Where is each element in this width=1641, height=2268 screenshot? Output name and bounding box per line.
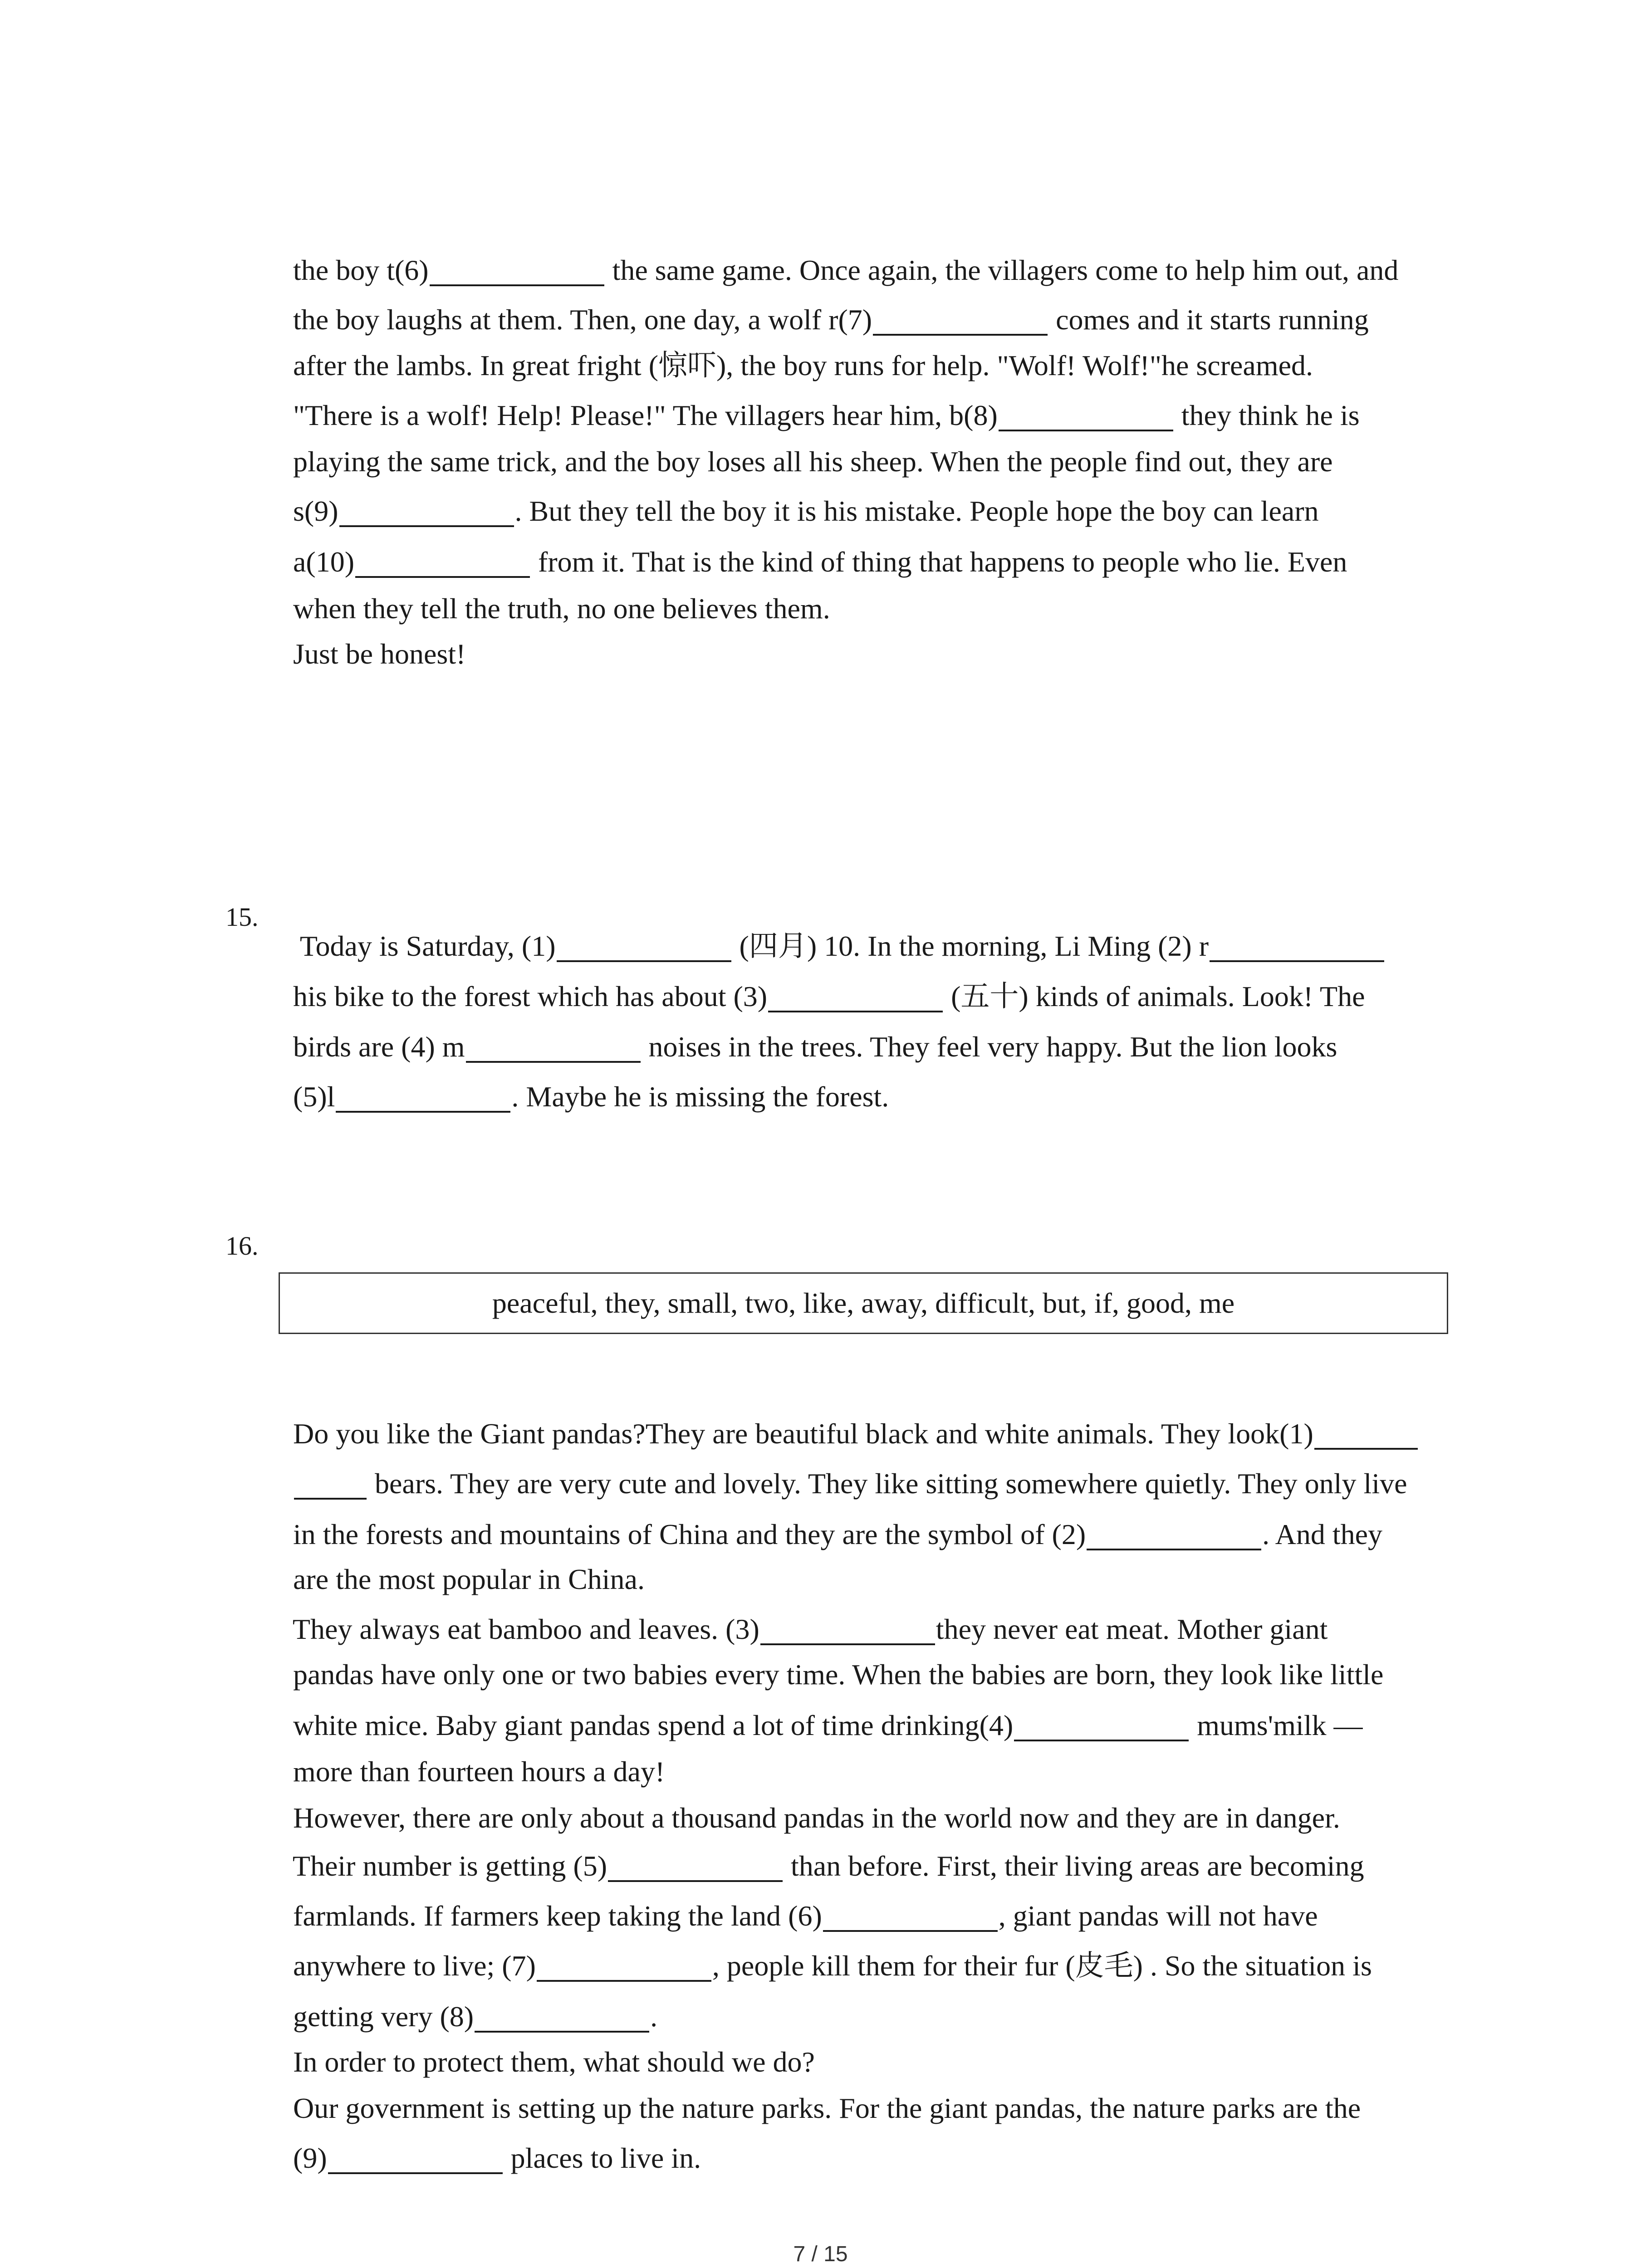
q16-line: are the most popular in China. (293, 1563, 645, 1595)
q16-line: However, there are only about a thousand pandas in the world now and they are in danger. (293, 1802, 1340, 1834)
q16-line: Do you like the Giant pandas?They are beautiful black and white animals. They look(1) (279, 1390, 1419, 1450)
word-bank-text: peaceful, they, small, two, like, away, difficult, but, if, good, me (492, 1287, 1235, 1319)
page-number: 7 / 15 (793, 2242, 848, 2266)
passage-line: "There is a wolf! Help! Please!" The villagers hear him, b(8) they think he is (293, 399, 1360, 431)
word-bank-box (279, 1272, 1448, 1334)
passage-line: Just be honest! (293, 638, 466, 670)
q16-line: farmlands. If farmers keep taking the land (6) , giant pandas will not have (293, 1900, 1318, 1932)
q16-line: anywhere to live; (7) , people kill them for their fur (皮毛) . So the situation is (293, 1950, 1372, 1982)
passage-line: when they tell the truth, no one believes them. (293, 592, 830, 625)
q16-line: Their number is getting (5) than before. First, their living areas are becoming (292, 1850, 1364, 1882)
question-number: 16. (225, 1231, 259, 1261)
q16-line: In order to protect them, what should we do? (293, 2046, 815, 2078)
answer-blank[interactable] (1014, 1740, 1189, 1741)
q16-line: more than fourteen hours a day! (293, 1755, 665, 1788)
q16-line: They always eat bamboo and leaves. (3) they never eat meat. Mother giant (292, 1613, 1328, 1645)
q15-line: (5)l . Maybe he is missing the forest. (293, 1080, 889, 1113)
q16-line: white mice. Baby giant pandas spend a lot of time drinking(4) mums'milk — (293, 1709, 1363, 1741)
passage-line: the boy t(6) the same game. Once again, the villagers come to help him out, and (293, 254, 1399, 286)
answer-blank[interactable] (336, 1111, 510, 1113)
q16-line: getting very (8) . (293, 2000, 658, 2033)
answer-blank[interactable] (1087, 1549, 1261, 1550)
passage-line: after the lambs. In great fright (惊吓), the boy runs for help. "Wolf! Wolf!"he screamed. (293, 349, 1313, 381)
q15-line: birds are (4) m noises in the trees. They feel very happy. But the lion looks (293, 1031, 1337, 1063)
q16-line: Our government is setting up the nature parks. For the giant pandas, the nature parks are the (293, 2092, 1361, 2124)
passage-line: the boy laughs at them. Then, one day, a wolf r(7) comes and it starts running (293, 303, 1369, 336)
question-number: 15. (225, 902, 259, 932)
q16-line: pandas have only one or two babies every time. When the babies are born, they look like little (293, 1658, 1384, 1691)
passage-line: playing the same trick, and the boy loses all his sheep. When the people find out, they are (293, 445, 1333, 478)
q15-line: Today is Saturday, (1) (四月) 10. In the morning, Li Ming (2) r (279, 903, 1385, 962)
passage-line: s(9) . But they tell the boy it is his mistake. People hope the boy can learn (293, 495, 1319, 527)
q15-line: his bike to the forest which has about (3) (五十) kinds of animals. Look! The (293, 980, 1365, 1012)
q16-line: in the forests and mountains of China and they are the symbol of (2) . And they (293, 1518, 1383, 1550)
passage-line: a(10) from it. That is the kind of thing that happens to people who lie. Even (293, 546, 1347, 578)
answer-blank[interactable] (328, 2172, 503, 2174)
q16-line: bears. They are very cute and lovely. They like sitting somewhere quietly. They only live (279, 1440, 1407, 1500)
q16-line: (9) places to live in. (293, 2142, 701, 2174)
